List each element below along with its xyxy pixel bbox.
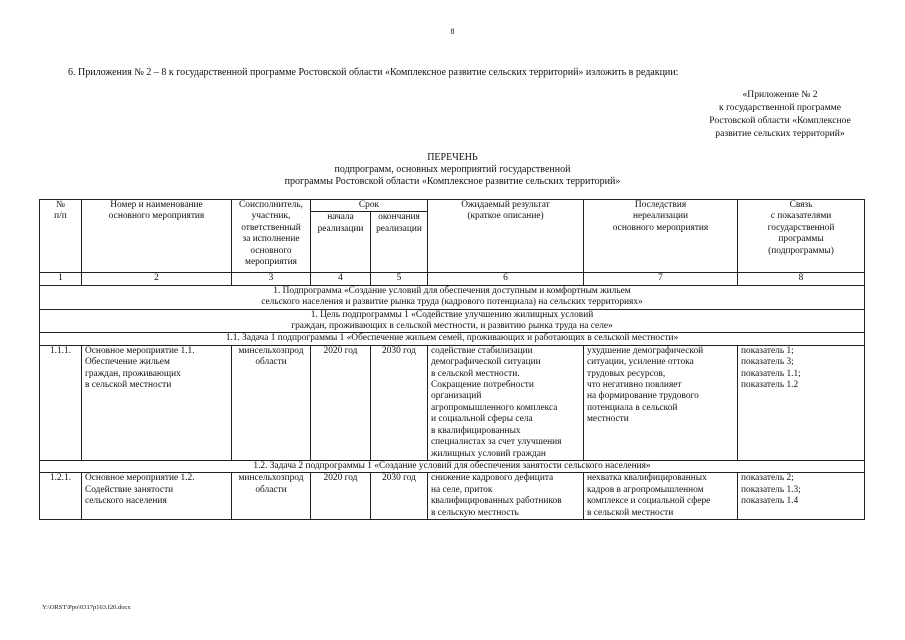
cell-line: потенциала в сельской — [587, 402, 678, 413]
cell-line: Обеспечение жильем — [85, 357, 170, 368]
cell-line: в квалифицированных — [431, 425, 521, 436]
cell-line: участник, — [251, 211, 291, 222]
cell-line: реализации — [317, 223, 364, 234]
cell-line: реализации — [376, 223, 422, 234]
row-consequences — [584, 473, 738, 520]
cell-line: сельского населения и развитие рынка труда (кадрового потенциала) на сельских территориях» — [261, 297, 643, 308]
cell-line: Содействие занятости — [85, 484, 174, 495]
cell-line: на формирование трудового — [587, 391, 699, 402]
cell-line: на селе, приток — [431, 484, 493, 495]
row-result — [428, 473, 584, 520]
annex-line: Ростовской области «Комплексное — [709, 115, 851, 126]
subprogram-row — [40, 285, 865, 309]
cell-line: в сельской местности — [85, 380, 172, 391]
cell-line: комплексе и социальной сфере — [587, 496, 711, 507]
document-title — [0, 152, 905, 188]
row-executor — [232, 345, 311, 460]
cell-line: окончания — [378, 212, 420, 223]
row-consequences — [584, 345, 738, 460]
task-row — [40, 333, 865, 345]
cell-line: п/п — [54, 211, 67, 222]
measures-table — [39, 199, 865, 520]
cell-line: нереализации — [633, 211, 688, 222]
cell-line: Соисполнитель, — [239, 200, 303, 210]
header-executor — [232, 200, 311, 273]
row-link — [738, 473, 865, 520]
column-number: 2 — [82, 273, 232, 285]
cell-line: демографической ситуации — [431, 357, 541, 368]
cell-line: сельского населения — [85, 496, 167, 507]
cell-line: области — [255, 357, 287, 368]
row-result — [428, 345, 584, 460]
header-result — [428, 200, 584, 273]
column-number: 8 — [738, 273, 865, 285]
cell-line: минсельхозпрод — [238, 345, 304, 356]
cell-line: № — [56, 200, 65, 210]
cell-line: граждан, проживающих в сельской местности, и развитию рынка труда на селе» — [291, 321, 613, 332]
row-executor — [232, 473, 311, 520]
column-number: 4 — [311, 273, 371, 285]
cell-line: (подпрограммы) — [768, 245, 834, 256]
cell-line: что негативно повлияет — [587, 380, 682, 391]
cell-line: Ожидаемый результат — [461, 200, 550, 210]
subprogram-title — [40, 285, 865, 309]
title-heading: ПЕРЕЧЕНЬ — [427, 152, 478, 163]
row-link — [738, 345, 865, 460]
cell-line: Последствия — [634, 200, 687, 210]
cell-line: в сельской местности. — [431, 368, 520, 379]
cell-line: показатель 1.1; — [741, 368, 801, 379]
cell-line: специалистах за счет улучшения — [431, 437, 562, 448]
header-start — [311, 212, 371, 273]
header-end — [371, 212, 428, 273]
goal-title — [40, 309, 865, 333]
column-number: 6 — [428, 273, 584, 285]
task-title: 1.2. Задача 2 подпрограммы 1 «Создание условий для обеспечения занятости сельского населения» — [40, 460, 865, 472]
row-end: 2030 год — [371, 473, 428, 520]
cell-line: в сельскую местность — [431, 507, 519, 518]
cell-line: ухудшение демографической — [587, 345, 704, 356]
cell-line: минсельхозпрод — [238, 473, 304, 484]
cell-line: 1. Цель подпрограммы 1 «Содействие улучшению жилищных условий — [310, 309, 594, 320]
cell-line: основного — [250, 245, 292, 256]
cell-line: программы — [778, 234, 824, 245]
cell-line: 1. Подпрограмма «Создание условий для обеспечения доступным и комфортным жильем — [273, 285, 631, 296]
cell-line: Номер и наименование — [110, 200, 203, 210]
cell-line: ситуации, усиление оттока — [587, 357, 694, 368]
cell-line: организаций — [431, 391, 482, 402]
cell-line: показатель 1.3; — [741, 484, 801, 495]
title-subline: программы Ростовской области «Комплексное развитие сельских территорий» — [284, 176, 621, 187]
cell-line: (краткое описание) — [467, 211, 544, 222]
cell-line: трудовых ресурсов, — [587, 368, 666, 379]
row-start: 2020 год — [311, 345, 371, 460]
row-num: 1.2.1. — [40, 473, 82, 520]
cell-line: ответственный — [241, 222, 301, 233]
cell-line: местности — [587, 414, 629, 425]
annex-line: к государственной программе — [719, 102, 841, 113]
header-term: Срок — [311, 200, 428, 212]
header-row — [40, 200, 865, 212]
cell-line: снижение кадрового дефицита — [431, 473, 554, 484]
cell-line: Сокращение потребности — [431, 380, 534, 391]
cell-line: начала — [327, 212, 354, 223]
cell-line: Основное мероприятие 1.1. — [85, 345, 195, 356]
cell-line: Основное мероприятие 1.2. — [85, 473, 195, 484]
cell-line: мероприятия — [245, 257, 297, 268]
cell-line: показатель 1.4 — [741, 496, 799, 507]
cell-line: агропромышленного комплекса — [431, 402, 558, 413]
annex-line: «Приложение № 2 — [742, 89, 818, 100]
cell-line: с показателями — [770, 211, 832, 222]
cell-line: граждан, проживающих — [85, 368, 181, 379]
table-row — [40, 345, 865, 460]
cell-line: квалифицированных работников — [431, 496, 562, 507]
cell-line: содействие стабилизации — [431, 345, 533, 356]
page-number: 8 — [450, 27, 455, 36]
task-row — [40, 460, 865, 472]
column-number: 1 — [40, 273, 82, 285]
row-name — [82, 473, 232, 520]
cell-line: показатель 2; — [741, 473, 794, 484]
header-name — [82, 200, 232, 273]
cell-line: кадров в агропромышленном — [587, 484, 704, 495]
column-number: 7 — [584, 273, 738, 285]
annex-caption — [700, 88, 860, 140]
task-title: 1.1. Задача 1 подпрограммы 1 «Обеспечение жильем семей, проживающих и работающих в сельской местности» — [40, 333, 865, 345]
row-end: 2030 год — [371, 345, 428, 460]
cell-line: основного мероприятия — [108, 211, 205, 222]
cell-line: за исполнение — [242, 234, 300, 245]
header-link — [738, 200, 865, 273]
title-subline: подпрограмм, основных мероприятий государственной — [334, 164, 571, 175]
row-name — [82, 345, 232, 460]
cell-line: и социальной сферы села — [431, 414, 533, 425]
cell-line: жилищных условий граждан — [431, 448, 546, 459]
goal-row — [40, 309, 865, 333]
column-number: 3 — [232, 273, 311, 285]
cell-line: нехватка квалифицированных — [587, 473, 707, 484]
column-number: 5 — [371, 273, 428, 285]
cell-line: показатель 1; — [741, 345, 794, 356]
intro-paragraph: 6. Приложения № 2 – 8 к государственной программе Ростовской области «Комплексное развитие сельских территорий» изложить в редакции: — [68, 67, 679, 78]
header-consequences — [584, 200, 738, 273]
cell-line: области — [255, 484, 287, 495]
row-start: 2020 год — [311, 473, 371, 520]
cell-line: государственной — [767, 222, 835, 233]
file-path-footer: Y:\ORST\Ppo\0317p163.f20.docx — [42, 604, 131, 611]
cell-line: показатель 3; — [741, 357, 794, 368]
table-row — [40, 473, 865, 520]
cell-line: в сельской местности — [587, 507, 674, 518]
column-numbers-row — [40, 273, 865, 285]
header-num — [40, 200, 82, 273]
cell-line: основного мероприятия — [612, 222, 709, 233]
annex-line: развитие сельских территорий» — [715, 128, 845, 139]
cell-line: показатель 1.2 — [741, 380, 799, 391]
row-num: 1.1.1. — [40, 345, 82, 460]
cell-line: Связь — [789, 200, 813, 210]
